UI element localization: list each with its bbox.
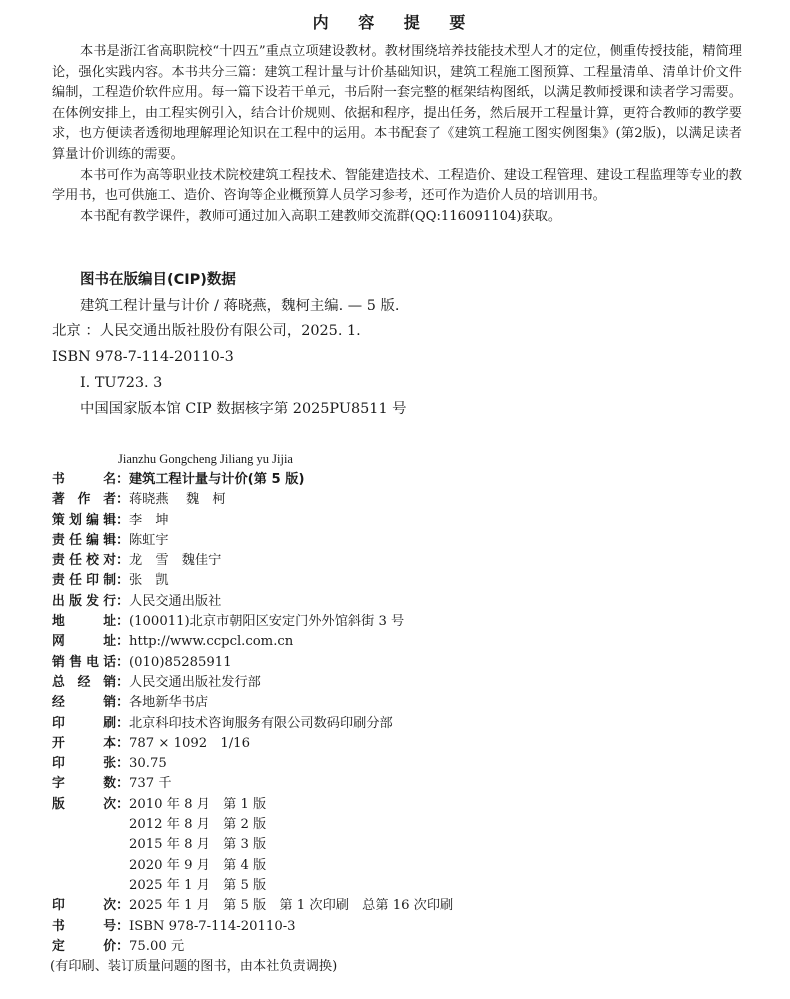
label-colon: ： (116, 695, 130, 711)
copyright-label (52, 795, 116, 815)
copyright-value: 人民交通出版社发行部 (129, 674, 261, 690)
label-colon: ： (116, 573, 130, 589)
label-colon: ： (116, 674, 130, 690)
cip-heading: 图书在版编目(CIP)数据 (80, 272, 236, 288)
label-char: 址 (103, 634, 116, 650)
edition-entry: 2020 年 9 月 第 4 版 (129, 857, 267, 873)
label-char: 任 (69, 553, 82, 569)
label-char: 发 (86, 593, 99, 609)
edition-history-row (52, 876, 752, 896)
label-char: 定 (52, 938, 65, 954)
copyright-label (52, 754, 116, 774)
label-char: 编 (86, 532, 99, 548)
copyright-page (52, 470, 752, 977)
copyright-row (52, 673, 752, 693)
label-char: 辑 (103, 532, 116, 548)
summary-paragraph: 本书配有教学课件，教师可通过加入高职工建教师交流群(QQ:116091104)获取。 (80, 208, 562, 224)
quality-notice: (有印刷、装订质量问题的图书，由本社负责调换) (50, 959, 338, 975)
copyright-label (52, 551, 116, 571)
copyright-row (52, 632, 752, 652)
page-title: 内 容 提 要 (312, 13, 478, 32)
label-char: 址 (103, 614, 116, 630)
copyright-label (52, 632, 116, 652)
copyright-label (52, 673, 116, 693)
label-colon: ： (116, 472, 130, 487)
copyright-label (52, 937, 116, 957)
copyright-label (52, 571, 116, 591)
label-char: 经 (52, 695, 65, 711)
copyright-row (52, 734, 752, 754)
content-summary (52, 42, 742, 227)
label-char: 策 (52, 512, 65, 528)
copyright-label (52, 734, 116, 754)
label-char: 印 (52, 715, 65, 731)
label-char: 书 (52, 918, 65, 934)
label-colon: ： (116, 756, 130, 772)
label-colon: ： (116, 532, 130, 548)
copyright-value: 蒋晓燕 魏 柯 (129, 492, 226, 508)
label-char: 销 (103, 695, 116, 711)
label-colon: ： (116, 634, 130, 650)
label-char: 刷 (103, 715, 116, 731)
copyright-value: 张 凯 (129, 573, 169, 589)
label-colon: ： (116, 898, 130, 914)
label-char: 责 (52, 553, 65, 569)
label-char: 张 (103, 756, 116, 772)
label-colon: ： (116, 735, 130, 751)
label-char: 校 (86, 553, 99, 569)
label-char: 次 (103, 796, 116, 812)
label-char: 书 (52, 472, 65, 487)
label-char: 数 (103, 776, 116, 792)
label-char: 著 (52, 492, 65, 508)
label-char: 销 (103, 674, 116, 690)
copyright-value: 2010 年 8 月 第 1 版 (129, 796, 267, 812)
copyright-value: 2025 年 1 月 第 5 版 第 1 次印刷 总第 16 次印刷 (129, 898, 454, 914)
copyright-label (52, 917, 116, 937)
label-char: 经 (77, 674, 91, 690)
label-colon: ： (116, 938, 130, 954)
label-char: 行 (103, 593, 116, 609)
label-colon: ： (116, 492, 130, 508)
copyright-value: 30.75 (129, 756, 167, 772)
copyright-value: 75.00 元 (129, 938, 185, 954)
copyright-row (52, 490, 752, 510)
cip-record-number-line: 中国国家版本馆 CIP 数据核字第 2025PU8511 号 (80, 400, 407, 417)
copyright-row (52, 896, 752, 916)
copyright-row (52, 693, 752, 713)
label-char: 者 (103, 492, 116, 508)
copyright-row (52, 470, 752, 490)
edition-entry: 2012 年 8 月 第 2 版 (129, 817, 267, 833)
copyright-label (52, 592, 116, 612)
label-char: 销 (52, 654, 65, 670)
copyright-label (52, 693, 116, 713)
label-char: 任 (69, 532, 82, 548)
copyright-value: 人民交通出版社 (129, 593, 222, 609)
cip-data-block (52, 268, 752, 422)
copyright-row (52, 551, 752, 571)
edition-history-row (52, 835, 752, 855)
label-char: 电 (86, 654, 99, 670)
copyright-row (52, 571, 752, 591)
copyright-value: 龙 雪 魏佳宁 (129, 553, 222, 569)
label-colon: ： (116, 796, 130, 812)
label-char: 总 (52, 674, 65, 690)
copyright-value: (010)85285911 (129, 654, 232, 670)
copyright-row (52, 511, 752, 531)
copyright-label (52, 714, 116, 734)
copyright-value: ISBN 978-7-114-20110-3 (129, 918, 296, 934)
copyright-label (52, 653, 116, 673)
copyright-value: 陈虹宇 (129, 532, 169, 548)
copyright-row (52, 774, 752, 794)
copyright-row (52, 531, 752, 551)
copyright-value: 北京科印技术咨询服务有限公司数码印刷分部 (129, 715, 393, 731)
label-char: 划 (69, 512, 82, 528)
summary-paragraph: 本书可作为高等职业技术院校建筑工程技术、智能建造技术、工程造价、建设工程管理、建设工程监理等专业的教学用书，也可供施工、造价、咨询等企业概预算人员学习参考，还可作为造价人员的培训用书。 (52, 167, 742, 204)
edition-history-row (52, 815, 752, 835)
copyright-row (52, 917, 752, 937)
label-char: 印 (52, 898, 65, 914)
pinyin-title: Jianzhu Gongcheng Jiliang yu Jijia (118, 452, 293, 466)
label-char: 印 (52, 756, 65, 772)
cip-publisher-line: 北京 ：人民交通出版社股份有限公司，2025. 1. (52, 323, 361, 340)
cip-title-line: 建筑工程计量与计价 / 蒋晓燕，魏柯主编. — 5 版. (80, 297, 400, 314)
label-colon: ： (116, 918, 130, 934)
label-char: 话 (103, 654, 116, 670)
label-colon: ： (116, 776, 130, 792)
copyright-row (52, 653, 752, 673)
label-char: 号 (103, 918, 116, 934)
copyright-value: (100011)北京市朝阳区安定门外外馆斜街 3 号 (129, 614, 405, 630)
copyright-label (52, 470, 116, 490)
label-char: 责 (52, 532, 65, 548)
label-char: 对 (103, 553, 116, 569)
label-char: 售 (69, 654, 82, 670)
copyright-value: 李 坤 (129, 512, 169, 528)
label-char: 版 (69, 593, 82, 609)
copyright-label (52, 774, 116, 794)
copyright-value: 各地新华书店 (129, 695, 209, 711)
label-char: 辑 (103, 512, 116, 528)
edition-entry: 2015 年 8 月 第 3 版 (129, 837, 267, 853)
copyright-value: 787 × 1092 1/16 (129, 735, 250, 751)
copyright-row (52, 937, 752, 957)
label-char: 字 (52, 776, 65, 792)
copyright-row (52, 754, 752, 774)
label-colon: ： (116, 553, 130, 569)
copyright-row (52, 592, 752, 612)
label-char: 网 (52, 634, 65, 650)
label-char: 作 (77, 492, 91, 508)
copyright-row (52, 714, 752, 734)
edition-entry: 2025 年 1 月 第 5 版 (129, 877, 267, 893)
copyright-label (52, 511, 116, 531)
copyright-label (52, 612, 116, 632)
label-char: 次 (103, 898, 116, 914)
copyright-value: http://www.ccpcl.com.cn (129, 634, 294, 650)
label-char: 责 (52, 573, 65, 589)
copyright-row (52, 795, 752, 815)
label-char: 出 (52, 593, 65, 609)
copyright-row (52, 612, 752, 632)
label-char: 开 (52, 735, 65, 751)
label-char: 编 (86, 512, 99, 528)
copyright-label (52, 896, 116, 916)
label-colon: ： (116, 654, 130, 670)
label-char: 任 (69, 573, 82, 589)
label-colon: ： (116, 715, 130, 731)
label-colon: ： (116, 593, 130, 609)
label-char: 名 (103, 472, 116, 487)
label-char: 印 (86, 573, 99, 589)
label-colon: ： (116, 614, 130, 630)
copyright-value: 建筑工程计量与计价(第 5 版) (129, 472, 305, 487)
summary-paragraph: 本书是浙江省高职院校“十四五”重点立项建设教材。教材围绕培养技能技术型人才的定位，侧重传授技能，精简理论，强化实践内容。本书共分三篇：建筑工程计量与计价基础知识，建筑工程施工图预算、工程量清单、清单计价文件编制，工程造价软件应用。每一篇下设若干单元，书后附一套完整的框架结构图纸，以满足教师授课和读者学习需要。在体例安排上，由工程实例引入，结合计价规则、依据和程序，提出任务，然后展开工程量计算，更符合教师的教学要求，也方便读者透彻地理解理论知识在工程中的运用。本书配套了《建筑工程施工图实例图集》(第2版)，以满足读者算量计价训练的需要。 (52, 44, 742, 162)
copyright-label (52, 490, 116, 510)
edition-history-row (52, 856, 752, 876)
label-char: 制 (103, 573, 116, 589)
label-char: 本 (103, 735, 116, 751)
copyright-label (52, 531, 116, 551)
label-colon: ： (116, 512, 130, 528)
label-char: 价 (103, 938, 116, 954)
cip-classification-line: Ⅰ. TU723. 3 (80, 374, 163, 391)
cip-isbn-line: ISBN 978-7-114-20110-3 (52, 349, 234, 366)
label-char: 地 (52, 614, 65, 630)
label-char: 版 (52, 796, 65, 812)
copyright-value: 737 千 (129, 776, 172, 792)
